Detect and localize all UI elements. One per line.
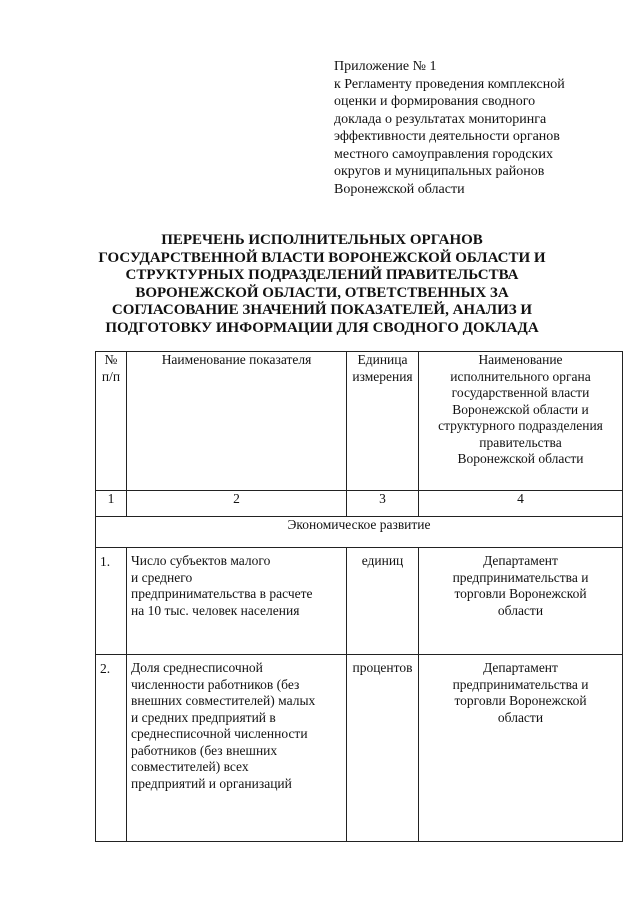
appendix-note [334,58,614,198]
authority-line: торговли Воронежской [454,693,587,708]
header-number-line: п/п [101,368,121,384]
header-authority-line: Наименование [478,352,563,367]
indicator-line: предпринимательства в расчете [131,586,313,601]
indicator-line: Число субъектов малого [131,553,271,568]
title-line: ПЕРЕЧЕНЬ ИСПОЛНИТЕЛЬНЫХ ОРГАНОВ [161,232,483,248]
authority-line: Департамент [483,553,558,568]
indicator-line: работников (без внешних [131,742,278,758]
appendix-line: местного самоуправления городских [334,146,553,162]
authority-line: Департамент [483,660,558,675]
row-authority [419,655,623,842]
header-authority [419,352,623,491]
column-numbers-row [96,491,623,517]
title-line: ПОДГОТОВКУ ИНФОРМАЦИИ ДЛЯ СВОДНОГО ДОКЛАДА [105,319,539,336]
indicator-line: Доля среднесписочной [131,660,263,675]
row-number: 1. [96,548,127,655]
authority-line: предпринимательства и [452,676,589,692]
row-unit: единиц [347,548,419,655]
column-number: 3 [347,491,419,517]
authority-line: области [497,602,544,618]
appendix-line: Воронежской области [334,181,465,197]
table-header-row [96,352,623,491]
indicator-line: и среднего [131,569,193,585]
header-number [96,352,127,491]
section-row [96,517,623,548]
row-number: 2. [96,655,127,842]
indicator-line: и средних предприятий в [131,709,276,725]
header-unit [347,352,419,491]
table-row [96,548,623,655]
header-authority-line: Воронежской области [457,451,584,466]
header-authority-line: Воронежской области и [452,401,589,417]
row-indicator [127,655,347,842]
header-authority-line: структурного подразделения [438,418,603,433]
authority-line: предпринимательства и [452,569,589,585]
title-line: ВОРОНЕЖСКОЙ ОБЛАСТИ, ОТВЕТСТВЕННЫХ ЗА [135,284,509,301]
authority-line: области [497,709,544,725]
section-title: Экономическое развитие [96,517,623,548]
appendix-line: эффективности деятельности органов [334,129,560,144]
header-authority-line: государственной власти [451,385,590,400]
indicator-line: предприятий и организаций [131,775,292,791]
indicator-line: среднесписочной численности [131,726,308,741]
title-line: СОГЛАСОВАНИЕ ЗНАЧЕНИЙ ПОКАЗАТЕЛЕЙ, АНАЛИЗ И [111,302,533,319]
indicator-line: численности работников (без [131,676,300,692]
document-title [60,232,584,338]
header-number-line: № [104,352,118,367]
header-authority-line: правительства [479,434,562,450]
column-number: 4 [419,491,623,517]
authority-line: торговли Воронежской [454,586,587,601]
table-row [96,655,623,842]
indicator-line: совместителей) всех [131,759,249,774]
column-number: 1 [96,491,127,517]
appendix-line: оценки и формирования сводного [334,94,536,109]
column-number: 2 [127,491,347,517]
appendix-line: Приложение № 1 [334,59,437,74]
indicators-table [95,351,623,842]
appendix-line: к Регламенту проведения комплексной [334,76,565,92]
indicator-line: на 10 тыс. человек населения [131,602,300,618]
header-authority-line: исполнительного органа [450,368,591,384]
indicator-line: внешних совместителей) малых [131,693,316,708]
row-indicator [127,548,347,655]
appendix-line: доклада о результатах мониторинга [334,111,547,127]
title-line: СТРУКТУРНЫХ ПОДРАЗДЕЛЕНИЙ ПРАВИТЕЛЬСТВА [125,267,519,284]
header-unit-line: измерения [352,368,413,384]
row-unit: процентов [347,655,419,842]
title-line: ГОСУДАРСТВЕННОЙ ВЛАСТИ ВОРОНЕЖСКОЙ ОБЛАСТИ И [98,249,546,266]
appendix-line: округов и муниципальных районов [334,164,545,179]
row-authority [419,548,623,655]
header-indicator: Наименование показателя [127,352,347,491]
header-unit-line: Единица [357,352,408,367]
